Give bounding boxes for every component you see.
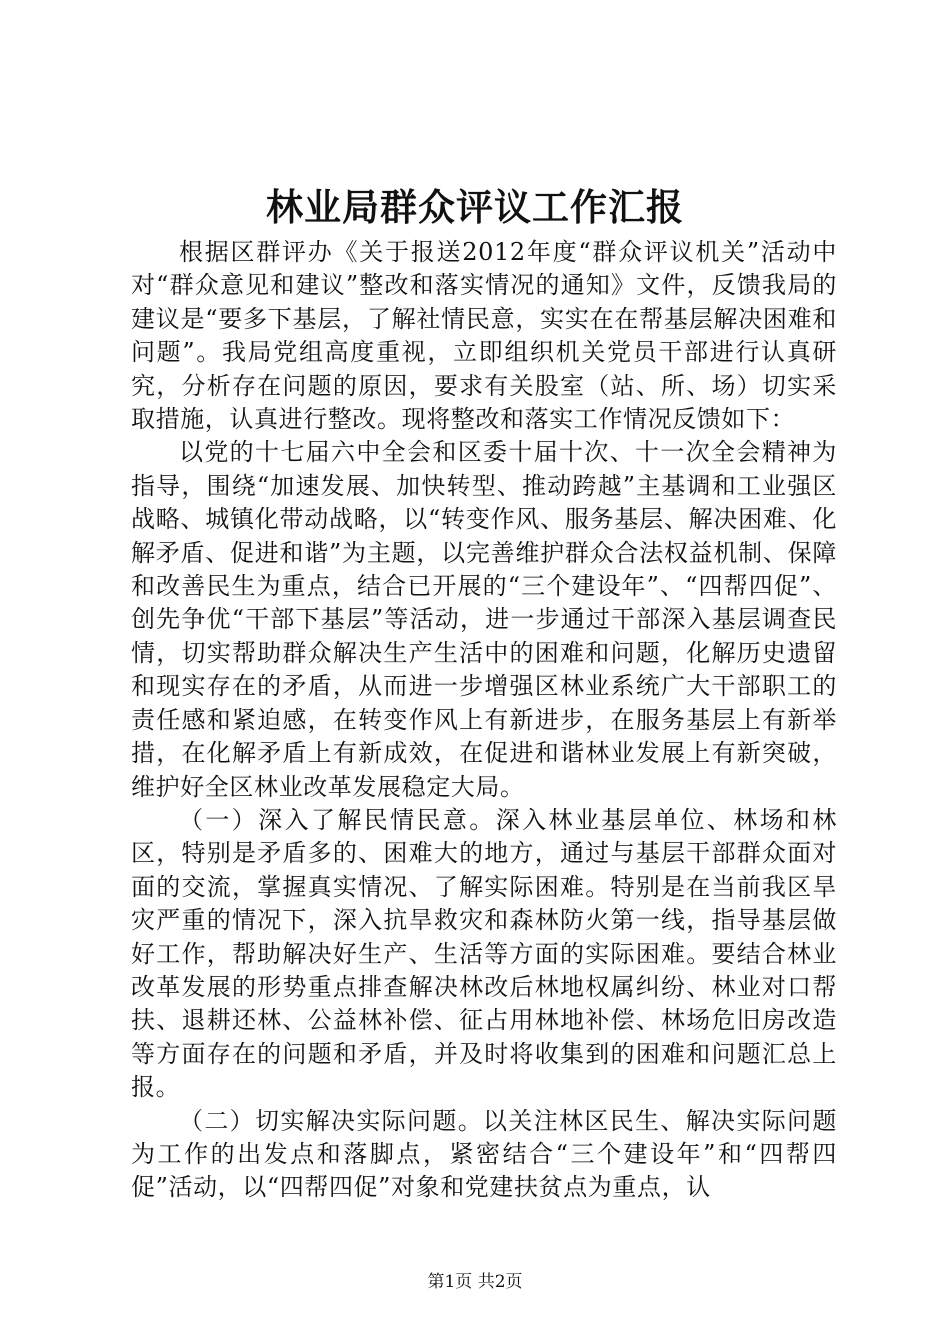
paragraph-section-two: （二）切实解决实际问题。以关注林区民生、解决实际问题为工作的出发点和落脚点，紧密结合“三个建设年”和“四帮四促”活动，以“四帮四促”对象和党建扶贫点为重点，认 bbox=[131, 1106, 837, 1202]
paragraph-guiding-principle: 以党的十七届六中全会和区委十届十次、十一次全会精神为指导，围绕“加速发展、加快转型、推动跨越”主基调和工业强区战略、城镇化带动战略，以“转变作风、服务基层、解决困难、化解矛盾、促进和谐”为主题，以完善维护群众合法权益机制、保障和改善民生为重点，结合已开展的“三个建设年”、“四帮四促”、创先争优“干部下基层”等活动，进一步通过干部深入基层调查民情，切实帮助群众解决生产生活中的困难和问题，化解历史遗留和现实存在的矛盾，从而进一步增强区林业系统广大干部职工的责任感和紧迫感，在转变作风上有新进步，在服务基层上有新举措，在化解矛盾上有新成效，在促进和谐林业发展上有新突破，维护好全区林业改革发展稳定大局。 bbox=[131, 438, 837, 801]
document-title: 林业局群众评议工作汇报 bbox=[266, 185, 684, 229]
paragraph-section-one: （一）深入了解民情民意。深入林业基层单位、林场和林区，特别是矛盾多的、困难大的地方，通过与基层干部群众面对面的交流，掌握真实情况、了解实际困难。特别是在当前我区旱灾严重的情况下，深入抗旱救灾和森林防火第一线，指导基层做好工作，帮助解决好生产、生活等方面的实际困难。要结合林业改革发展的形势重点排查解决林改后林地权属纠纷、林业对口帮扶、退耕还林、公益林补偿、征占用林地补偿、林场危旧房改造等方面存在的问题和矛盾，并及时将收集到的困难和问题汇总上报。 bbox=[131, 805, 837, 1102]
document-body bbox=[131, 236, 837, 1205]
paragraph-intro: 根据区群评办《关于报送2012年度“群众评议机关”活动中对“群众意见和建议”整改和落实情况的通知》文件，反馈我局的建议是“要多下基层，了解社情民意，实实在在帮基层解决困难和问题”。我局党组高度重视，立即组织机关党员干部进行认真研究，分析存在问题的原因，要求有关股室（站、所、场）切实采取措施，认真进行整改。现将整改和落实工作情况反馈如下： bbox=[131, 238, 837, 434]
page-footer: 第1页 共2页 bbox=[427, 1272, 523, 1292]
